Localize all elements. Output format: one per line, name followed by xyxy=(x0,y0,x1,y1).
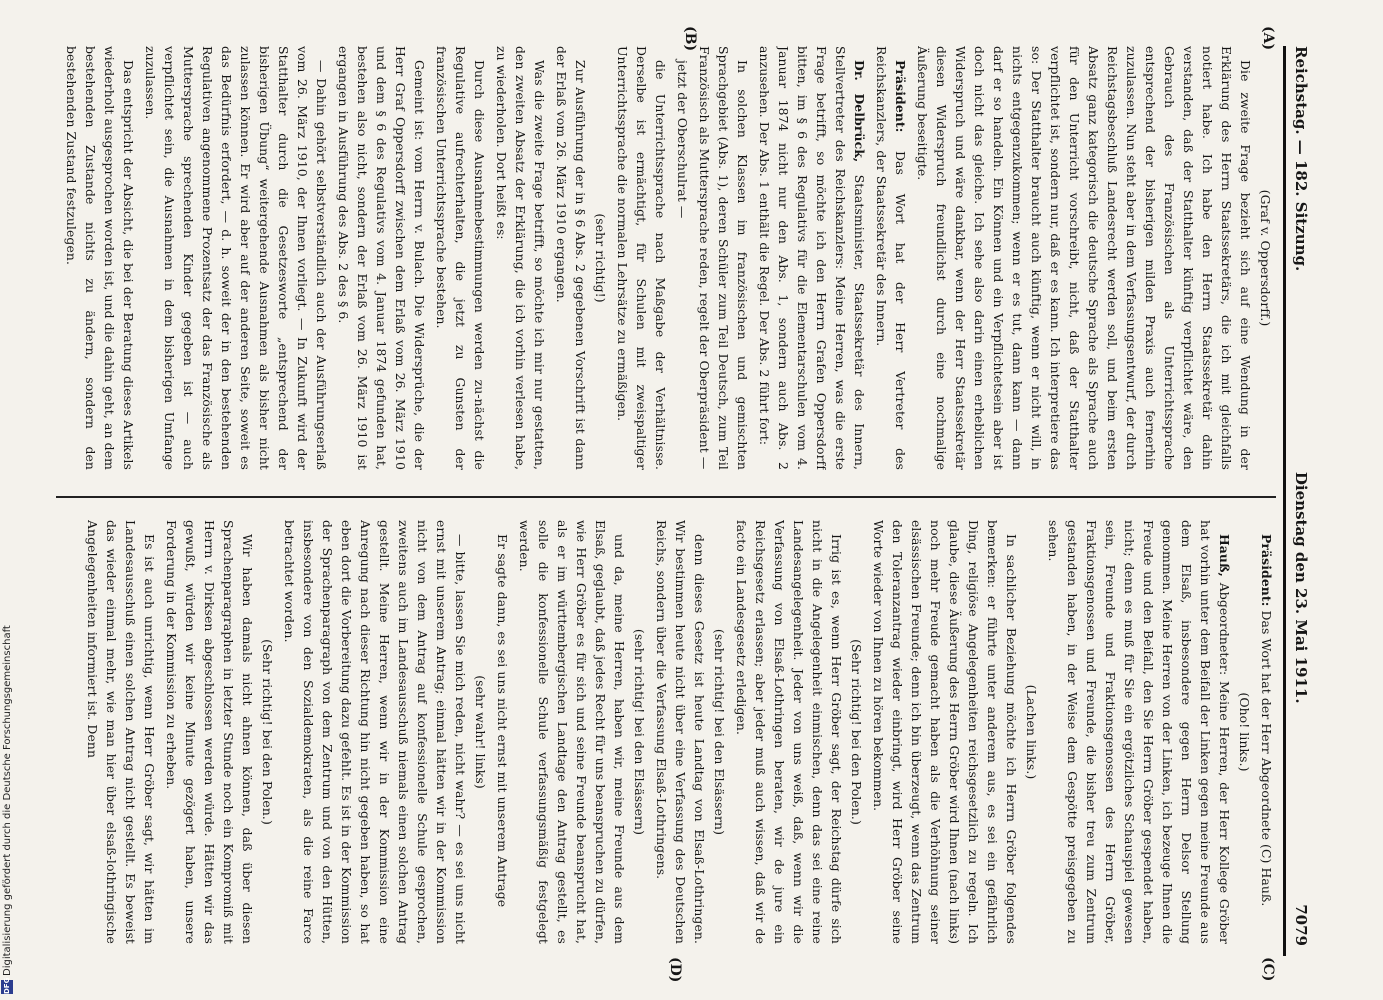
speech-text: Das Wort hat der Herr Vertreter des Reichskanzlers, der Staatssekretär des Innern. xyxy=(874,46,908,470)
speaker-attribution: (Graf v. Oppersdorff.) xyxy=(1258,189,1273,327)
block-quote: In solchen Klassen im französischen und gemischten Sprachgebiet (Abs. 1), deren Schüler zum Teil Deutsch, zum Teil Französisch als Muttersprache reden, regelt der Oberpräsident — xyxy=(697,46,750,470)
margin-marker-b: (B) xyxy=(682,26,698,52)
block-quote: — Dahin gehört selbstverständlich auch der Ausführungserlaß vom 26. März 1910, der Ihnen vorliegt. — In Zukunft wird der Statthalter durch die Gesetzesworte „entsprechend der bisherigen Übung“ weitergehende Ausnahmen als bisher nicht zulassen können. Er wird aber auf der anderen Seite, soweit es das Bedürfnis erfordert, — d. h. soweit der in den bestehenden Regulativen angenommene Prozentsatz der das Französische als Muttersprache sprechenden Kinder gegeben ist — auch verpflichtet sein, die Ausnahmen in dem bisherigen Umfange zuzulassen. xyxy=(143,46,329,470)
paragraph: Zur Ausführung der in § 6 Abs. 2 gegebenen Vorschrift ist dann der Erlaß vom 26. März 1910 ergangen. xyxy=(554,46,588,470)
margin-marker-c: (C) xyxy=(1260,957,1276,982)
credit-text: Digitalisierung gefördert durch die Deutsche Forschungsgemeinschaft xyxy=(2,625,13,976)
sidebar-credit xyxy=(1,625,13,994)
paragraph: — bitte, lassen Sie mich reden, nicht wahr? — es sei uns nicht ernst mit unserem Antrag; einmal hätten wir in der Kommission nicht von dem Antrag auf konfessionelle Schule gesprochen, zweitens auch im Landesausschuß niemals einen solchen Antrag gestellt. Meine Herren, wenn wir in der Kommission eine Anregung nach dieser Richtung hin nicht gegeben haben, so hat eben dort die Vorbereitung dazu gefehlt. Es ist in der Kommission der Sprachenparagraph von dem Zentrum und von den Hütten, insbesondere von den Sozialdemokraten, als die reine Farce betrachtet worden. xyxy=(282,520,468,944)
block-quote: jetzt der Oberschulrat — xyxy=(675,60,690,219)
header-rule xyxy=(1283,46,1286,956)
dfg-logo-icon: DFG xyxy=(3,977,11,994)
rotated-page xyxy=(18,0,1328,1000)
page-number: 7079 xyxy=(1292,904,1310,946)
paragraph: Gemeint ist: vom Herrn v. Bulach. Die Widersprüche, die der Herr Graf Oppersdorff zwischen dem Erlaß vom 26. März 1910 und dem § 6 des Regulativs vom 4. Januar 1874 gefunden hat, bestehen also nicht, sondern der Erlaß vom 26. März 1910 ist ergangen in Ausführung des Abs. 2 des § 6. xyxy=(336,46,427,470)
speaker-name: Dr. Delbrück, xyxy=(852,60,867,163)
interjection: (sehr richtig!) xyxy=(593,213,608,303)
interjection: (Sehr richtig! bei den Polen.) xyxy=(849,639,864,825)
paragraph: Er sagte dann, es sei uns nicht ernst mit unserem Antrage xyxy=(495,534,510,908)
speech-paragraph xyxy=(755,46,869,470)
paragraph: Die zweite Frage bezieht sich auf eine Wendung in der Erklärung des Herrn Staatssekretärs, die ich mit gleichfalls notiert habe. Ich habe den Herrn Staatssekretär dahin verstanden, daß der Statthalter künftig verpflichtet wäre, den Gebrauch des Französischen als Unterrichtssprache entsprechend der bisherigen milden Praxis auch fernerhin zuzulassen. Nun steht aber in dem Verfassungsentwurf, der durch Reichstagsbeschluß Landesrecht werden soll, und beim ersten Absatz ganz kategorisch die deutsche Sprache als Sprache auch für den Unterricht vorschreibt, nicht, daß der Statthalter verpflichtet ist, sondern nur, daß er es kann. Ich interpretiere das so: Der Statthalter braucht auch künftig, wenn er nicht will, in nichts entgegenzukommen; wenn er es tut, dann kann — dann darf er so handeln. Ein Können und ein Verpflichtetsein aber ist doch nicht das gleiche. Ich sehe also darin einen erheblichen Widerspruch und wäre dankbar, wenn der Herr Staatssekretär diesen Widerspruch freundlichst durch eine nochmalige Äußerung beseitigte. xyxy=(915,46,1253,470)
paragraph: denn dieses Gesetz ist heute Landtag von Elsaß-Lothringen. Wir bestimmen heute nicht über eine Verfassung des Deutschen Reichs, sondern über die Verfassung Elsaß-Lothringens. xyxy=(654,520,707,944)
speaker-name: Hauß, xyxy=(1217,534,1232,577)
paragraph: Irrig ist es, wenn Herr Gröber sagt, der Reichstag dürfe sich nicht in die Angelegenheit einmischen, denn das sei eine reine Landesangelegenheit. Jeder von uns weiß, daß, wenn wir die Verfassung von Elsaß-Lothringen beraten, wir de jure ein Reichsgesetz erlassen; aber jeder muß auch wissen, daß wir de facto ein Landesgesetz erledigen. xyxy=(734,520,844,944)
interjection: (Lachen links.) xyxy=(1024,684,1039,780)
session-title: Reichstag. — 182. Sitzung. xyxy=(1292,46,1310,272)
speech-text: Das Wort hat der Herr Abgeordnete (C) Hauß. xyxy=(1259,610,1274,907)
right-column xyxy=(36,520,1276,944)
paragraph: Was die zweite Frage betrifft, so möchte ich mir nur gestatten, den zweiten Absatz der Erklärung, die ich vorhin verlesen habe, zu wiederholen. Dort heißt es: xyxy=(494,46,547,470)
interjection: (Oho! links.) xyxy=(1237,692,1252,772)
interjection: (Sehr richtig! bei den Polen.) xyxy=(260,639,275,825)
left-column xyxy=(36,46,1276,470)
column-divider xyxy=(56,496,1276,498)
margin-marker-d: (D) xyxy=(667,957,683,983)
block-quote: Durch diese Ausnahmebestimmungen werden zu-nächst die Regulative aufrechterhalten, die jetzt zu Gunsten der französischen Unterrichtssprache bestehen. xyxy=(434,46,487,470)
speech-paragraph xyxy=(872,46,910,470)
session-date: Dienstag den 23. Mai 1911. xyxy=(1292,471,1310,704)
speech-paragraph xyxy=(1044,520,1234,944)
digitization-sidebar xyxy=(0,0,20,1000)
speech-paragraph xyxy=(1257,520,1276,944)
speech-text: Abgeordneter: Meine Herren, der Herr Kollege Gröber hat vorhin unter dem Beifall der Linken gegen meine Freunde aus dem Elsaß, insbesondere gegen Herrn Delsor Stellung genommen. Meine Herren von der Linken, ich bezeuge Ihnen die Freude und den Beifall, den Sie Herrn Gröber gespendet haben, nicht; denn es muß für Sie ein ergötzliches Schauspiel gewesen sein, Freunde und Fraktionsgenossen des Herrn Gröber, Fraktionsgenossen und Freunde, die bisher treu zum Zentrum gestanden haben, in der Weise dem Gespötte preisgegeben zu sehen. xyxy=(1046,520,1232,944)
speaker-name: Präsident: xyxy=(1259,534,1274,607)
block-quote: die Unterrichtssprache nach Maßgabe der Verhältnisse. Derselbe ist ermächtigt, für Schulen mit zweispaltiger Unterrichtssprache die normalen Lehrsätze zu ermäßigen. xyxy=(615,46,668,470)
speaker-name: Präsident: xyxy=(893,60,908,133)
page-header xyxy=(1292,46,1320,946)
margin-marker-a: (A) xyxy=(1260,26,1276,51)
paragraph: Das entspricht der Absicht, die bei der Beratung dieses Artikels wiederholt ausgesprochen worden ist, und die dahin geht, an dem bestehenden Zustande nichts zu ändern, sondern den bestehenden Zustand festzulegen. xyxy=(64,46,136,470)
interjection: (sehr richtig! bei den Elsässern) xyxy=(632,628,647,836)
paragraph: Wir haben damals nicht ahnen können, daß über diesen Sprachenparagraphen in letzter Stunde noch ein Kompromiß mit Herrn v. Dirksen abgeschlossen werden würde. Hätten wir das gewußt, würden wir keine Minute gezögert haben, unsere Forderung in der Kommission zu erheben. xyxy=(164,520,255,944)
paragraph: Es ist auch unrichtig, wenn Herr Gröber sagt, wir hätten im Landesausschuß einen solchen Antrag nicht gestellt. Es beweist das wieder einmal mehr, wie man hier über elsaß-lothringische Angelegenheiten informiert ist. Denn xyxy=(85,520,157,944)
paragraph: In sachlicher Beziehung möchte ich Herrn Gröber folgendes bemerken: er führte unter anderem aus, es sei ein gefährlich Ding, religiöse Angelegenheiten reichsgesetzlich zu regeln. Ich glaube, diese Äußerung des Herrn Gröber wird Ihnen (nach links) noch mehr Freude gemacht haben als die Verhöhnung seiner elsässischen Freunde; denn ich bin überzeugt, wenn das Zentrum den Toleranzantrag wieder einbringt, wird Herr Gröber seine Worte wieder von Ihnen zu hören bekommen. xyxy=(871,520,1019,944)
interjection: (sehr wahr! links) xyxy=(473,675,488,789)
paragraph: und da, meine Herren, haben wir, meine Freunde aus dem Elsaß, geglaubt, daß jedes Recht für uns beanspruchen zu dürfen, wie Herr Gröber es für sich und seine Freunde beansprucht hat, als er im württembergischen Landtage den Antrag gestellt, es solle die konfessionelle Schule verfassungsmäßig festgelegt werden. xyxy=(517,520,627,944)
speech-text: Staatsminister, Staatssekretär des Innern, Stellvertreter des Reichskanzlers: Meine Herren, was die erste Frage betrifft, so möchte ich den Herrn Grafen Oppersdorff bitten, im § 6 des Regulativs für die Elementarschulen vom 4. Januar 1874 nicht nur den Abs. 1, sondern auch Abs. 2 anzusehen. Der Abs. 1 enthält die Regel. Der Abs. 2 führt fort: xyxy=(757,46,867,470)
interjection: (sehr richtig! bei den Elsässern) xyxy=(712,628,727,836)
